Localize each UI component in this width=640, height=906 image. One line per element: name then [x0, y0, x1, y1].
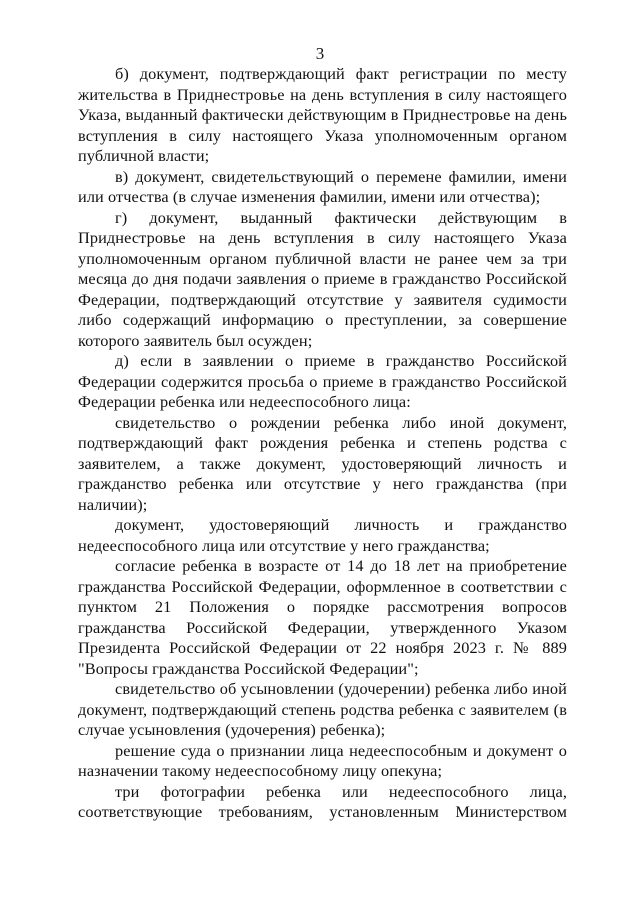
paragraph-child-consent: согласие ребенка в возрасте от 14 до 18 лет на приобретение гражданства Российской Федерации, оформленное в соответствии с пунктом 21 Положения о порядке рассмотрения вопросов гражданства Российской Федерации, утвержденного Указом Президента Российской Федерации от 22 ноября 2023 г. № 889 "Вопросы гражданства Российской Федерации"; [78, 556, 567, 678]
paragraph-d: д) если в заявлении о приеме в гражданство Российской Федерации содержится просьба о приеме в гражданство Российской Федерации ребенка или недееспособного лица: [78, 351, 567, 411]
paragraph-court-decision: решение суда о признании лица недееспособным и документ о назначении такому недееспособному лицу опекуна; [78, 740, 567, 780]
paragraph-birth-certificate: свидетельство о рождении ребенка либо иной документ, подтверждающий факт рождения ребенка и степень родства с заявителем, а также документ, удостоверяющий личность и гражданство ребенка или отсутствие у него гражданства (при наличии); [78, 412, 567, 514]
document-body [78, 64, 567, 823]
page-number: 3 [315, 44, 325, 63]
paragraph-v: в) документ, свидетельствующий о перемене фамилии, имени или отчества (в случае изменения фамилии, имени или отчества); [78, 166, 567, 206]
paragraph-adoption-certificate: свидетельство об усыновлении (удочерении) ребенка либо иной документ, подтверждающий степень родства ребенка с заявителем (в случае усыновления (удочерения) ребенка); [78, 679, 567, 739]
paragraph-photographs: три фотографии ребенка или недееспособного лица, соответствующие требованиям, установленным Министерством [78, 781, 567, 821]
paragraph-identity-document: документ, удостоверяющий личность и гражданство недееспособного лица или отсутствие у него гражданства; [78, 515, 567, 555]
paragraph-g: г) документ, выданный фактически действующим в Приднестровье на день вступления в силу настоящего Указа уполномоченным органом публичной власти не ранее чем за три месяца до дня подачи заявления о приеме в гражданство Российской Федерации, подтверждающий отсутствие у заявителя судимости либо содержащий информацию о преступлении, за совершение которого заявитель был осужден; [78, 207, 567, 350]
paragraph-b: б) документ, подтверждающий факт регистрации по месту жительства в Приднестровье на день вступления в силу настоящего Указа, выданный фактически действующим в Приднестровье на день вступления в силу настоящего Указа уполномоченным органом публичной власти; [78, 64, 567, 165]
